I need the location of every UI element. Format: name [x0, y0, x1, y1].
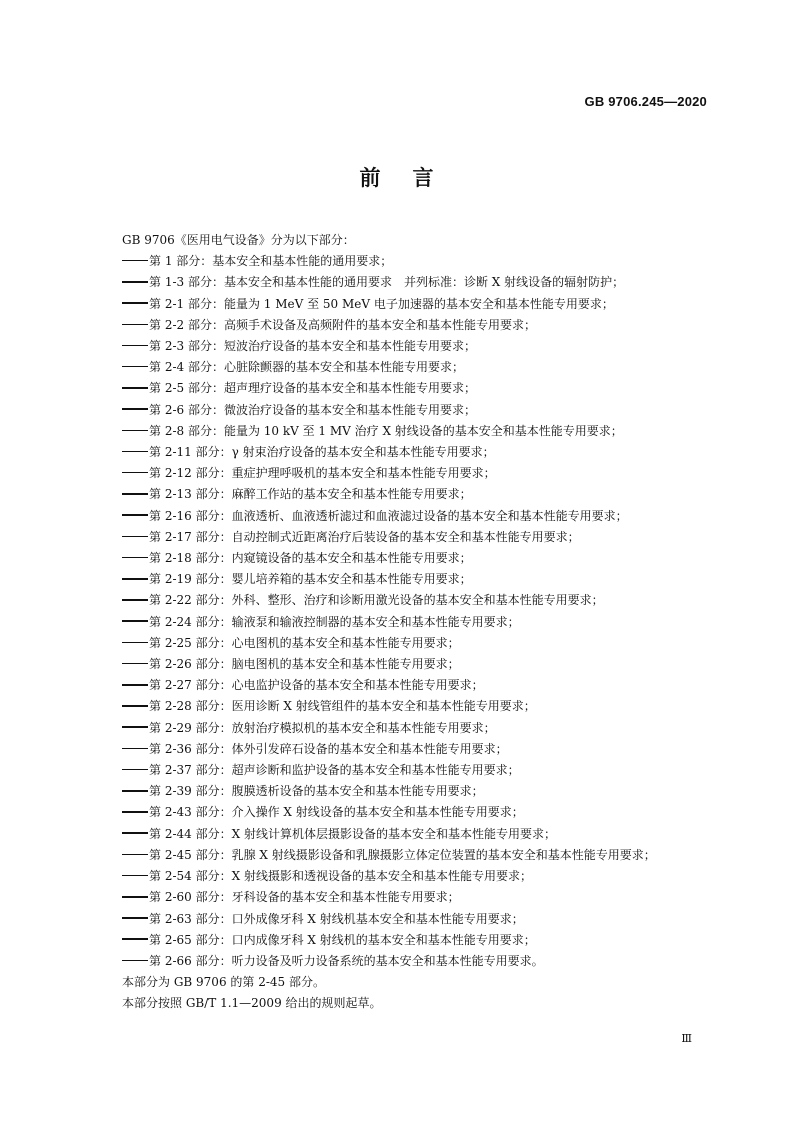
em-dash [122, 260, 148, 262]
list-item: 第 2-2 部分：高频手术设备及高频附件的基本安全和基本性能专用要求； [122, 315, 712, 336]
list-item: 第 2-54 部分：X 射线摄影和透视设备的基本安全和基本性能专用要求； [122, 866, 712, 887]
page-number: Ⅲ [681, 1032, 691, 1045]
list-item: 第 2-66 部分：听力设备及听力设备系统的基本安全和基本性能专用要求。 [122, 951, 712, 972]
em-dash [122, 324, 148, 326]
em-dash [122, 960, 148, 962]
em-dash [122, 302, 148, 304]
list-item: 第 2-12 部分：重症护理呼吸机的基本安全和基本性能专用要求； [122, 463, 712, 484]
em-dash [122, 387, 148, 389]
list-item: 第 2-24 部分：输液泵和输液控制器的基本安全和基本性能专用要求； [122, 612, 712, 633]
em-dash [122, 790, 148, 792]
em-dash [122, 345, 148, 347]
em-dash [122, 854, 148, 856]
list-item: 第 1 部分：基本安全和基本性能的通用要求； [122, 251, 712, 272]
em-dash [122, 472, 148, 474]
closing-paragraph: 本部分为 GB 9706 的第 2-45 部分。 [122, 975, 325, 990]
list-item: 第 2-6 部分：微波治疗设备的基本安全和基本性能专用要求； [122, 400, 712, 421]
list-item: 第 2-37 部分：超声诊断和监护设备的基本安全和基本性能专用要求； [122, 760, 712, 781]
list-item: 第 2-43 部分：介入操作 X 射线设备的基本安全和基本性能专用要求； [122, 802, 712, 823]
page-title: 前言 [359, 166, 466, 190]
list-item: 第 2-27 部分：心电监护设备的基本安全和基本性能专用要求； [122, 675, 712, 696]
em-dash [122, 620, 148, 622]
list-item: 第 2-29 部分：放射治疗模拟机的基本安全和基本性能专用要求； [122, 718, 712, 739]
list-item: 第 2-44 部分：X 射线计算机体层摄影设备的基本安全和基本性能专用要求； [122, 824, 712, 845]
em-dash [122, 451, 148, 453]
list-item: 第 1-3 部分：基本安全和基本性能的通用要求 并列标准：诊断 X 射线设备的辐射防护； [122, 272, 712, 293]
parts-list [122, 251, 712, 972]
list-item: 第 2-5 部分：超声理疗设备的基本安全和基本性能专用要求； [122, 378, 712, 399]
list-item: 第 2-26 部分：脑电图机的基本安全和基本性能专用要求； [122, 654, 712, 675]
em-dash [122, 366, 148, 368]
em-dash [122, 875, 148, 877]
em-dash [122, 811, 148, 813]
list-item: 第 2-18 部分：内窥镜设备的基本安全和基本性能专用要求； [122, 548, 712, 569]
em-dash [122, 726, 148, 728]
list-item: 第 2-4 部分：心脏除颤器的基本安全和基本性能专用要求； [122, 357, 712, 378]
em-dash [122, 536, 148, 538]
standard-code: GB 9706.245—2020 [584, 94, 707, 109]
list-item: 第 2-3 部分：短波治疗设备的基本安全和基本性能专用要求； [122, 336, 712, 357]
list-item: 第 2-16 部分：血液透析、血液透析滤过和血液滤过设备的基本安全和基本性能专用要求； [122, 506, 712, 527]
list-item: 第 2-36 部分：体外引发碎石设备的基本安全和基本性能专用要求； [122, 739, 712, 760]
em-dash [122, 938, 148, 940]
foreword-body [122, 230, 712, 1015]
list-item: 第 2-11 部分：γ 射束治疗设备的基本安全和基本性能专用要求； [122, 442, 712, 463]
list-item: 第 2-39 部分：腹膜透析设备的基本安全和基本性能专用要求； [122, 781, 712, 802]
closing-paragraph: 本部分按照 GB/T 1.1—2009 给出的规则起草。 [122, 996, 382, 1011]
list-item: 第 2-13 部分：麻醉工作站的基本安全和基本性能专用要求； [122, 484, 712, 505]
em-dash [122, 430, 148, 432]
list-item: 第 2-60 部分：牙科设备的基本安全和基本性能专用要求； [122, 887, 712, 908]
em-dash [122, 832, 148, 834]
em-dash [122, 642, 148, 644]
em-dash [122, 917, 148, 919]
list-item: 第 2-1 部分：能量为 1 MeV 至 50 MeV 电子加速器的基本安全和基本性能专用要求； [122, 294, 712, 315]
em-dash [122, 896, 148, 898]
em-dash [122, 578, 148, 580]
em-dash [122, 514, 148, 516]
em-dash [122, 705, 148, 707]
em-dash [122, 599, 148, 601]
list-item: 第 2-19 部分：婴儿培养箱的基本安全和基本性能专用要求； [122, 569, 712, 590]
em-dash [122, 493, 148, 495]
list-item: 第 2-28 部分：医用诊断 X 射线管组件的基本安全和基本性能专用要求； [122, 696, 712, 717]
list-item: 第 2-63 部分：口外成像牙科 X 射线机基本安全和基本性能专用要求； [122, 909, 712, 930]
em-dash [122, 684, 148, 686]
list-item: 第 2-65 部分：口内成像牙科 X 射线机的基本安全和基本性能专用要求； [122, 930, 712, 951]
list-item: 第 2-25 部分：心电图机的基本安全和基本性能专用要求； [122, 633, 712, 654]
em-dash [122, 281, 148, 283]
intro-paragraph: GB 9706《医用电气设备》分为以下部分： [122, 233, 355, 247]
list-item: 第 2-8 部分：能量为 10 kV 至 1 MV 治疗 X 射线设备的基本安全和基本性能专用要求； [122, 421, 712, 442]
em-dash [122, 748, 148, 750]
em-dash [122, 557, 148, 559]
list-item: 第 2-45 部分：乳腺 X 射线摄影设备和乳腺摄影立体定位装置的基本安全和基本性能专用要求； [122, 845, 712, 866]
list-item: 第 2-22 部分：外科、整形、治疗和诊断用激光设备的基本安全和基本性能专用要求； [122, 590, 712, 611]
em-dash [122, 663, 148, 665]
em-dash [122, 408, 148, 410]
list-item: 第 2-17 部分：自动控制式近距离治疗后装设备的基本安全和基本性能专用要求； [122, 527, 712, 548]
em-dash [122, 769, 148, 771]
